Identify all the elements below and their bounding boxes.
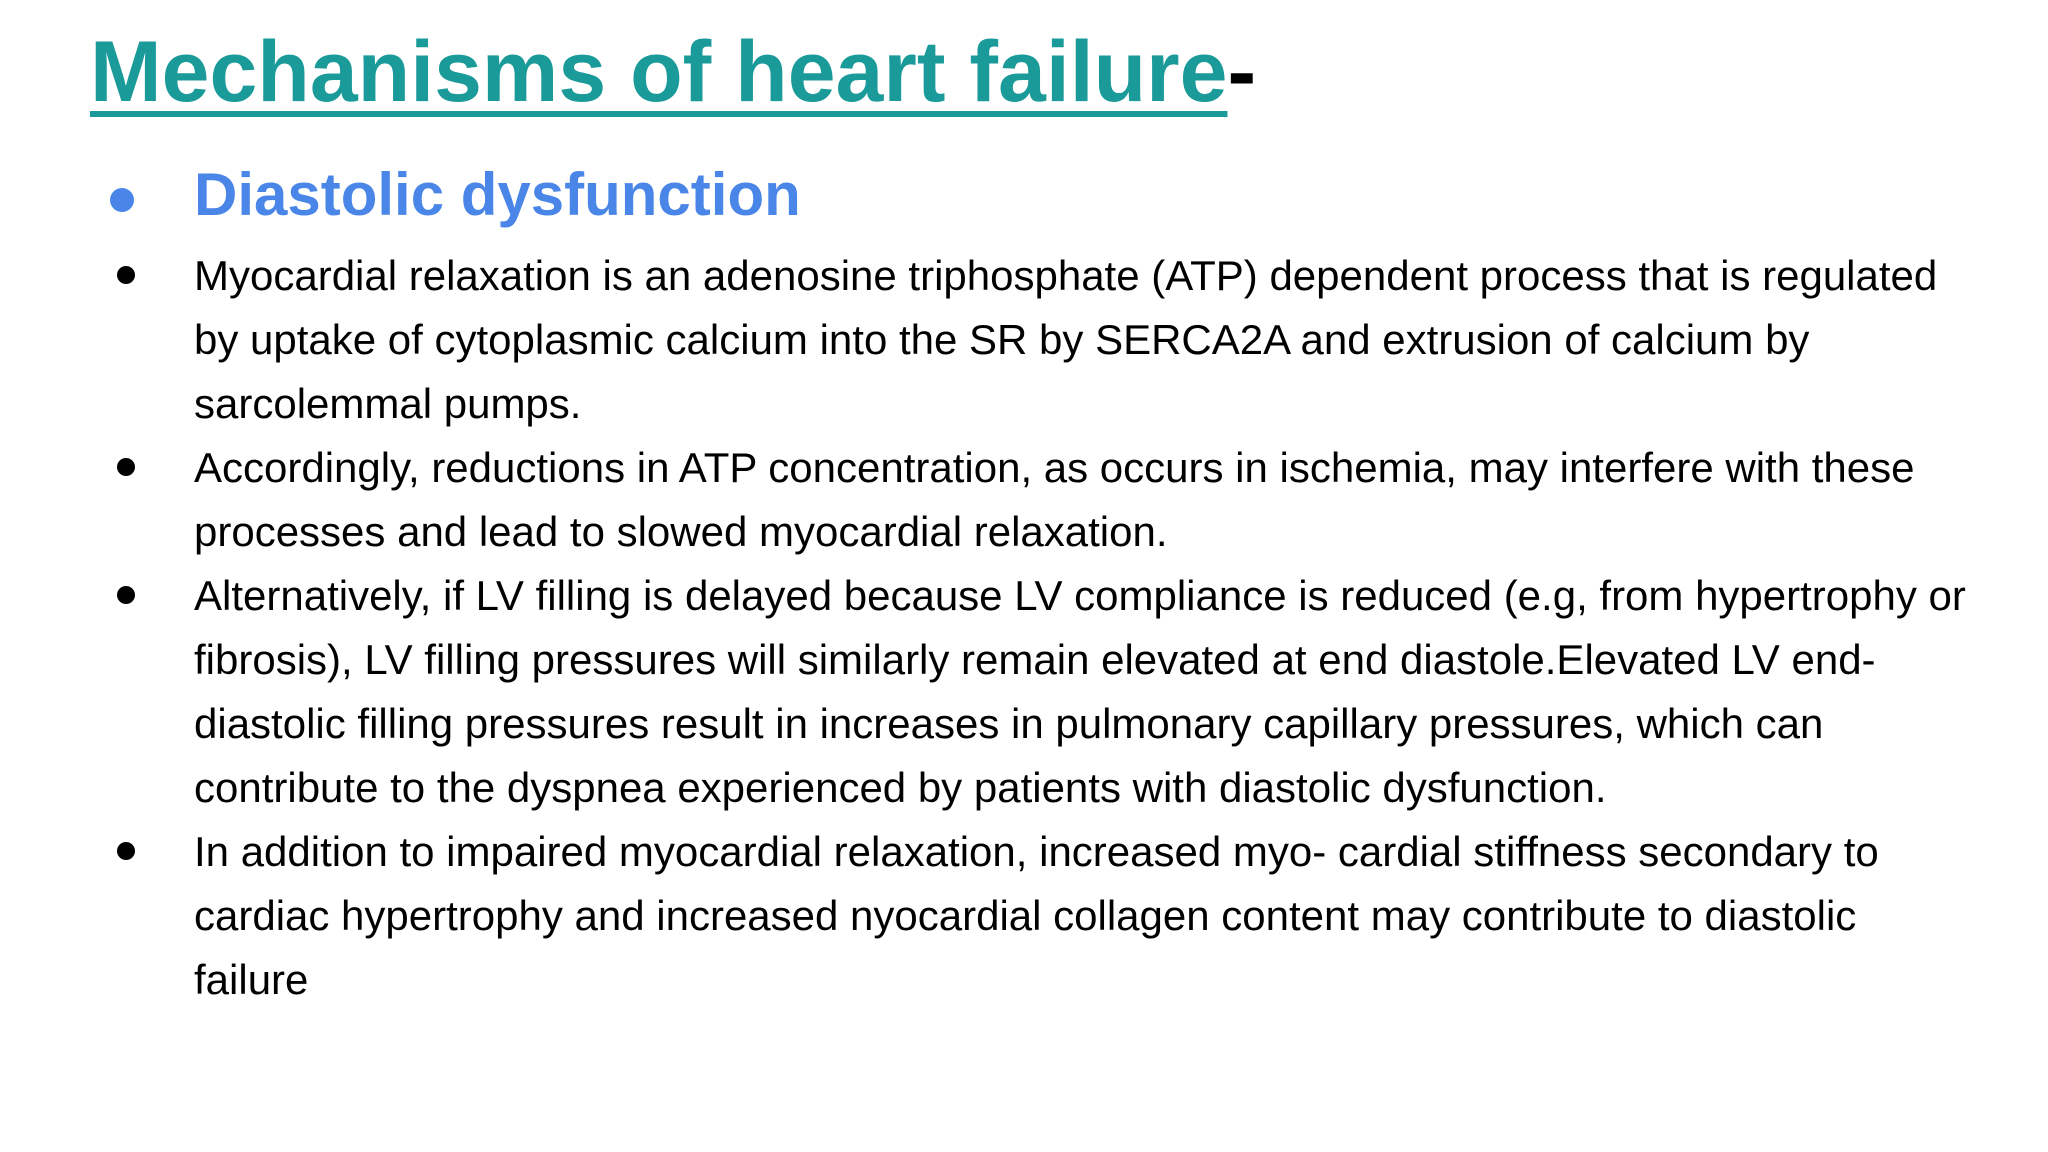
title-text: Mechanisms of heart failure (90, 24, 1228, 120)
title-suffix: - (1227, 24, 1257, 120)
bullet-text: In addition to impaired myocardial relaxation, increased myo- cardial stiffness secondary to cardiac hypertrophy and increased nyocardial collagen content may contribute to diastolic failure (194, 828, 1879, 1003)
slide-title (90, 22, 1256, 122)
list-item (0, 564, 2048, 820)
list-item (0, 820, 2048, 1012)
bullet-text: Alternatively, if LV filling is delayed because LV compliance is reduced (e.g, from hypertrophy or fibrosis), LV filling pressures will similarly remain elevated at end diastole.Elevated LV end-diastolic filling pressures result in increases in pulmonary capillary pressures, which can contribute to the dyspnea experienced by patients with diastolic dysfunction. (194, 572, 1966, 811)
bullet-dot-icon (117, 586, 135, 604)
heading-bullet-item (0, 160, 2048, 230)
list-item (0, 436, 2048, 564)
bullet-dot-icon (117, 266, 135, 284)
bullet-dot-icon (117, 458, 135, 476)
bullet-list (0, 160, 2048, 1012)
bullet-dot-icon (117, 842, 135, 860)
bullet-text: Myocardial relaxation is an adenosine triphosphate (ATP) dependent process that is regulated by uptake of cytoplasmic calcium into the SR by SERCA2A and extrusion of calcium by sarcolemmal pumps. (194, 252, 1938, 427)
list-item (0, 244, 2048, 436)
bullet-text: Accordingly, reductions in ATP concentration, as occurs in ischemia, may interfere with these processes and lead to slowed myocardial relaxation. (194, 444, 1915, 555)
section-heading: Diastolic dysfunction (194, 161, 801, 228)
bullet-dot-icon (110, 188, 134, 212)
